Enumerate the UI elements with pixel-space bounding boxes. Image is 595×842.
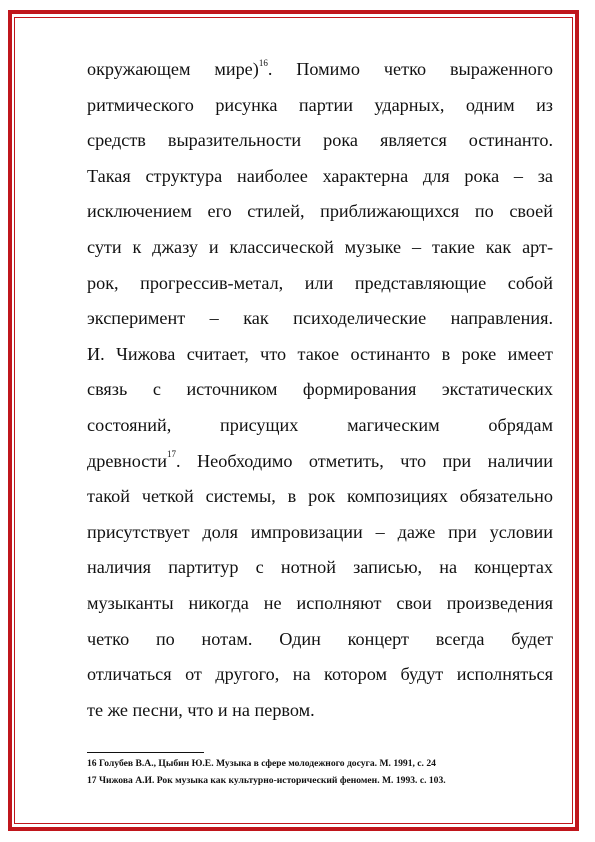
body-line: отличаться от другого, на котором будут исполняться xyxy=(87,664,553,685)
body-line: сути к джазу и классической музыке – такие как арт- xyxy=(87,236,553,257)
body-line xyxy=(87,444,553,480)
body-line: эксперимент – как психоделические направления. xyxy=(87,308,553,329)
body-line: состояний, присущих магическим обрядам xyxy=(87,414,553,435)
footnote-reference[interactable]: 17 xyxy=(167,449,177,460)
footnote-17: 17 Чижова А.И. Рок музыка как культурно-исторический феномен. М. 1993. с. 103. xyxy=(87,775,446,786)
body-line xyxy=(87,52,553,88)
footnotes xyxy=(87,755,557,789)
body-line: четко по нотам. Один концерт всегда будет xyxy=(87,628,553,649)
body-line: ритмического рисунка партии ударных, одним из xyxy=(87,94,553,115)
body-line: те же песни, что и на первом. xyxy=(87,699,315,720)
body-line: связь с источником формирования экстатических xyxy=(87,379,553,400)
body-line: рок, прогрессив-метал, или представляющие собой xyxy=(87,272,553,293)
footnote-reference[interactable]: 16 xyxy=(258,57,268,68)
body-line: средств выразительности рока является остинанто. xyxy=(87,130,553,151)
body-line: такой четкой системы, в рок композициях обязательно xyxy=(87,486,553,507)
body-line: И. Чижова считает, что такое остинанто в роке имеет xyxy=(87,343,553,364)
body-line-text: . Необходимо отметить, что при наличии xyxy=(176,450,553,471)
body-line-text: окружающем мире) xyxy=(87,59,259,79)
body-line: музыканты никогда не исполняют свои произведения xyxy=(87,592,553,613)
body-line: Такая структура наиболее характерна для рока – за xyxy=(87,165,553,186)
body-line-text: древности xyxy=(87,450,168,471)
footnote-16: 16 Голубев В.А., Цыбин Ю.Е. Музыка в сфере молодежного досуга. М. 1991, с. 24 xyxy=(87,758,436,769)
body-line: наличия партитур с нотной записью, на концертах xyxy=(87,557,553,578)
footnote-separator xyxy=(87,752,204,753)
body-line-text: . Помимо четко выраженного xyxy=(267,59,554,79)
body-line: присутствует доля импровизации – даже при условии xyxy=(87,521,553,542)
body-line: исключением его стилей, приближающихся по своей xyxy=(87,201,553,222)
body-text xyxy=(87,52,553,728)
